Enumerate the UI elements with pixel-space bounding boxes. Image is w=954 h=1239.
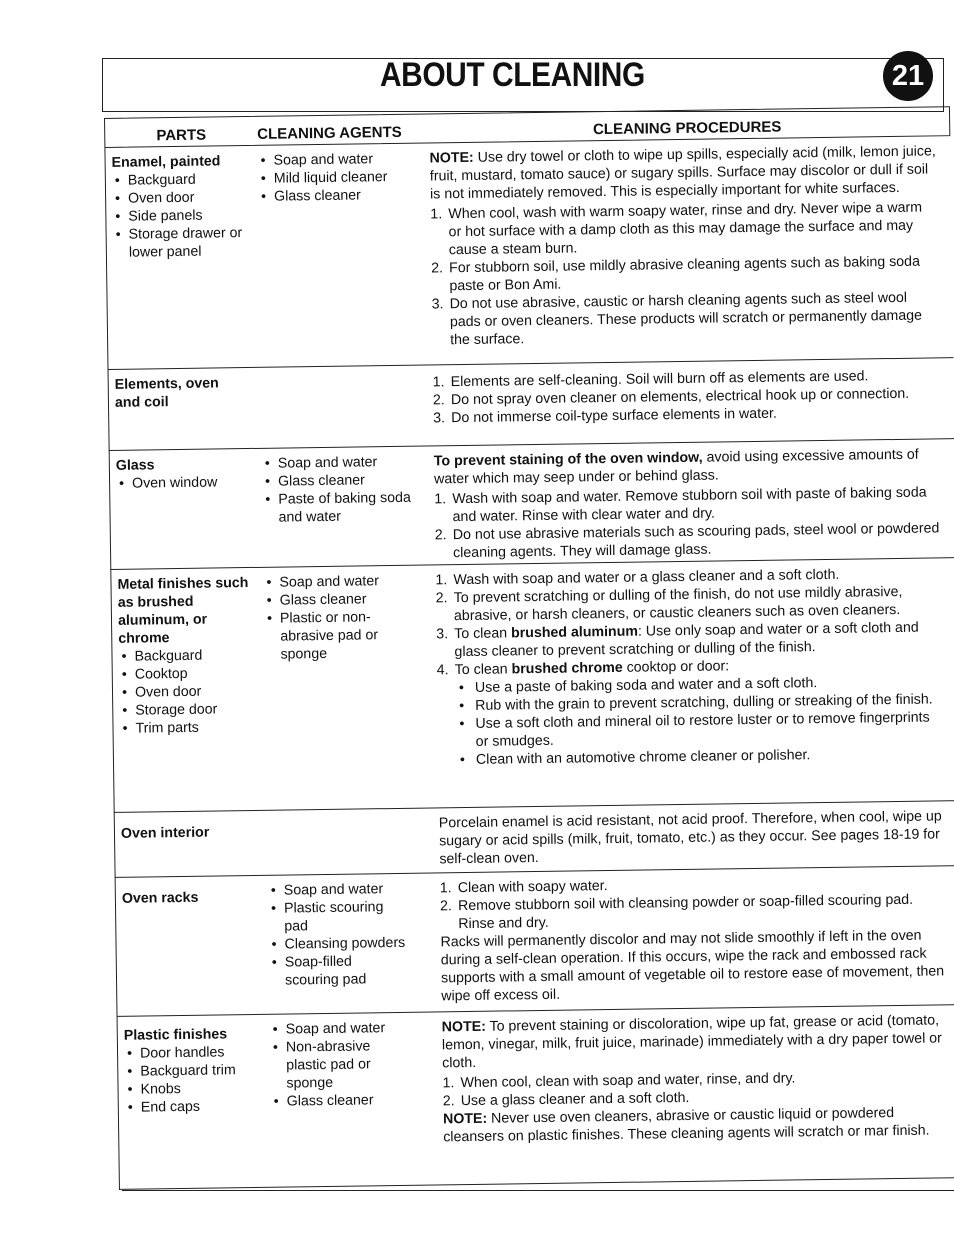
list-item: 2. Do not use abrasive materials such as scouring pads, steel wool or powdered cleaning agents. They will damage glass. bbox=[434, 520, 940, 562]
agents-list bbox=[257, 150, 426, 206]
list-item: • Soap and water bbox=[268, 880, 418, 900]
list-item: • Cleansing powders bbox=[268, 934, 418, 954]
sub-list bbox=[455, 672, 945, 769]
list-item: • Door handles bbox=[124, 1043, 270, 1063]
list-item: • End caps bbox=[125, 1097, 271, 1117]
list-item: • Use a paste of baking soda and water and a soft cloth. bbox=[455, 672, 944, 697]
procedures-cell bbox=[439, 807, 954, 866]
part-title: Oven interior bbox=[120, 824, 210, 842]
list-item: • Side panels bbox=[112, 206, 258, 226]
row-enamel bbox=[104, 136, 953, 370]
list-item: • Soap and water bbox=[263, 572, 393, 592]
note-text: Use dry towel or cloth to wipe up spills, especially acid (milk, lemon juice, fruit, mustard, tomato sauce) or sugary spills. Surface may discolor or dull if soil is not immediately removed. This is especially important for white surfaces. bbox=[429, 143, 936, 203]
procedures-cell bbox=[433, 364, 954, 439]
list-item: • Glass cleaner bbox=[262, 470, 430, 490]
note-label: NOTE: bbox=[429, 149, 474, 167]
agents-cell bbox=[257, 149, 432, 360]
parts-cell bbox=[116, 882, 270, 1010]
list-item: • Non-abrasive plastic pad or sponge bbox=[270, 1037, 401, 1093]
list-item: 4. To clean brushed chrome cooktop or door: • Use a paste of baking soda and water and a soft cloth. • Rub with the grain to prevent scratching, dulling or streaking of the finish. • Use a soft cloth and mineral oil to restore luster or to remove fingerprints or smudges. • Clean with an automotive chrome cleaner or polisher. bbox=[437, 654, 945, 769]
page-number-badge: 21 bbox=[883, 51, 933, 101]
procedures-cell bbox=[433, 445, 954, 562]
parts-cell bbox=[110, 455, 263, 563]
list-item: • Plastic or non-abrasive pad or sponge bbox=[264, 608, 395, 664]
parts-list bbox=[112, 170, 259, 262]
agents-list bbox=[270, 1019, 401, 1111]
list-item: • Cooktop bbox=[119, 664, 265, 684]
steps-list bbox=[440, 872, 948, 933]
list-item: • Plastic scouring pad bbox=[268, 898, 394, 936]
row-metal-finishes bbox=[110, 558, 954, 813]
part-title: Oven racks bbox=[121, 889, 199, 907]
part-title: Plastic finishes bbox=[123, 1026, 228, 1044]
list-item: • Storage drawer or lower panel bbox=[113, 224, 259, 262]
parts-list bbox=[118, 646, 265, 738]
list-item: • Glass cleaner bbox=[271, 1091, 401, 1111]
list-item: • Oven door bbox=[112, 188, 258, 208]
part-title: Metal finishes such as brushed aluminum, or chrome bbox=[117, 575, 249, 647]
steps-list bbox=[430, 198, 939, 349]
parts-cell bbox=[111, 574, 266, 806]
row-elements bbox=[108, 358, 954, 451]
list-item: • Soap and water bbox=[262, 452, 430, 472]
list-item: • Oven door bbox=[119, 682, 265, 702]
agents-cell bbox=[261, 371, 434, 441]
list-item: • Mild liquid cleaner bbox=[258, 168, 426, 188]
column-header-parts: PARTS bbox=[156, 126, 207, 145]
column-header-agents: CLEANING AGENTS bbox=[257, 123, 402, 143]
list-item: • Soap-filled scouring pad bbox=[269, 952, 395, 990]
cleaning-table bbox=[104, 118, 950, 1190]
parts-cell bbox=[115, 817, 268, 871]
paragraph: Porcelain enamel is acid resistant, not acid proof. Therefore, when cool, wipe up sugary or acid spills (milk, fruit, tomato, etc.) as they occur. See pages 18-19 for self-clean oven. bbox=[438, 808, 942, 868]
list-item: • Clean with an automotive chrome cleaner or polisher. bbox=[456, 744, 945, 769]
agents-list bbox=[263, 572, 394, 664]
paragraph: Racks will permanently discolor and may not slide smoothly if left in the oven during a self-clean operation. If this occurs, wipe the rack and embossed rack supports with a small amount of vegetable oil to restore ease of movement, then wipe off excess oil. bbox=[440, 927, 945, 1005]
list-item: • Use a soft cloth and mineral oil to restore luster or to remove fingerprints or smudges. bbox=[455, 708, 944, 751]
agents-list bbox=[262, 452, 431, 526]
list-item: 3. Do not use abrasive, caustic or harsh cleaning agents such as steel wool pads or oven cleaners. These products will scratch or permanently damage the surface. bbox=[431, 289, 923, 349]
bottom-rule bbox=[122, 1190, 954, 1191]
list-item: 2. Remove stubborn soil with cleansing powder or soap-filled scouring pad. Rinse and dry. bbox=[439, 891, 914, 933]
list-item: • Oven window bbox=[116, 473, 262, 493]
steps-list bbox=[442, 1067, 949, 1110]
list-item: • Soap and water bbox=[270, 1019, 400, 1039]
procedures-cell bbox=[440, 872, 954, 1005]
list-item: • Paste of baking soda and water bbox=[262, 488, 430, 526]
list-item: • Rub with the grain to prevent scratching, dulling or streaking of the finish. bbox=[455, 690, 944, 715]
list-item: • Trim parts bbox=[119, 718, 265, 738]
part-title: Enamel, painted bbox=[111, 153, 221, 171]
row-oven-interior bbox=[114, 801, 954, 878]
list-item: 1. Elements are self-cleaning. Soil will burn off as elements are used. bbox=[432, 368, 869, 391]
list-item: 1. When cool, wash with warm soapy water, rinse and dry. Never wipe a warm or hot surface with a damp cloth as this may damage the surface and may cause a steam burn. bbox=[430, 199, 923, 259]
part-title: Elements, oven and coil bbox=[114, 375, 219, 411]
column-header-procedures: CLEANING PROCEDURES bbox=[592, 118, 782, 139]
list-item: 1. Wash with soap and water or a glass cleaner and a soft cloth. bbox=[435, 566, 840, 589]
procedures-cell bbox=[429, 142, 953, 358]
list-item: 2. Do not spray oven cleaner on elements, electrical hook up or connection. bbox=[432, 385, 910, 409]
note bbox=[429, 142, 937, 203]
note: NOTE: Never use oven cleaners, abrasive or caustic liquid or powdered cleansers on plastic finishes. These cleaning agents will scratch or mar finish. bbox=[442, 1105, 930, 1146]
row-oven-racks bbox=[115, 866, 954, 1017]
part-title: Glass bbox=[115, 457, 155, 474]
agents-cell bbox=[263, 571, 438, 803]
list-item: 1. Clean with soapy water. bbox=[439, 878, 608, 897]
row-glass bbox=[109, 439, 954, 570]
steps-list bbox=[433, 366, 941, 427]
list-item: • Backguard trim bbox=[124, 1061, 270, 1081]
list-item: 2. For stubborn soil, use mildly abrasive cleaning agents such as baking soda paste or Bon Ami. bbox=[431, 253, 921, 295]
list-item: • Glass cleaner bbox=[258, 186, 426, 206]
list-item: • Glass cleaner bbox=[264, 590, 394, 610]
list-item: • Backguard bbox=[112, 170, 258, 190]
parts-list bbox=[116, 473, 262, 493]
list-item: • Knobs bbox=[124, 1079, 270, 1099]
agents-list bbox=[268, 880, 419, 990]
parts-cell bbox=[106, 152, 261, 363]
agents-cell bbox=[270, 1018, 444, 1180]
procedures-cell bbox=[435, 564, 954, 801]
list-item: • Backguard bbox=[118, 646, 264, 666]
parts-list bbox=[124, 1043, 271, 1117]
note: NOTE: To prevent staining or discoloration, wipe up fat, grease or acid (tomato, lemon, vinegar, milk, fruit juice, marinade) immediately with a dry paper towel or cloth. bbox=[441, 1012, 942, 1072]
list-item: 3. Do not immerse coil-type surface elements in water. bbox=[433, 405, 777, 427]
agents-cell bbox=[268, 879, 442, 1007]
procedures-cell bbox=[442, 1011, 954, 1178]
steps-list bbox=[434, 483, 942, 562]
steps-list bbox=[435, 564, 945, 769]
list-item: 2. To prevent scratching or dulling of the finish, do not use mildly abrasive, abrasive, or harsh cleaners, or caustic cleaners such as oven cleaners. bbox=[435, 583, 903, 625]
list-item: • Storage door bbox=[119, 700, 265, 720]
lead-paragraph: To prevent staining of the oven window, avoid using excessive amounts of water which may seep under or behind glass. bbox=[433, 446, 919, 488]
parts-cell bbox=[109, 374, 262, 444]
list-item: 2. Use a glass cleaner and a soft cloth. bbox=[442, 1089, 690, 1110]
list-item: 3. To clean brushed aluminum: Use only soap and water or a soft cloth and glass cleaner to prevent scratching or dulling of the finish. bbox=[436, 619, 919, 661]
list-item: 1. Wash with soap and water. Remove stubborn soil with paste of baking soda and water. Rinse with clear water and dry. bbox=[434, 484, 927, 526]
parts-cell bbox=[118, 1021, 272, 1183]
row-plastic-finishes bbox=[117, 1005, 954, 1190]
agents-cell bbox=[267, 814, 440, 868]
list-item: • Soap and water bbox=[257, 150, 425, 170]
page-title: ABOUT CLEANING bbox=[380, 56, 645, 94]
agents-cell bbox=[262, 452, 435, 560]
list-item: 1. When cool, clean with soap and water, rinse, and dry. bbox=[442, 1070, 796, 1092]
